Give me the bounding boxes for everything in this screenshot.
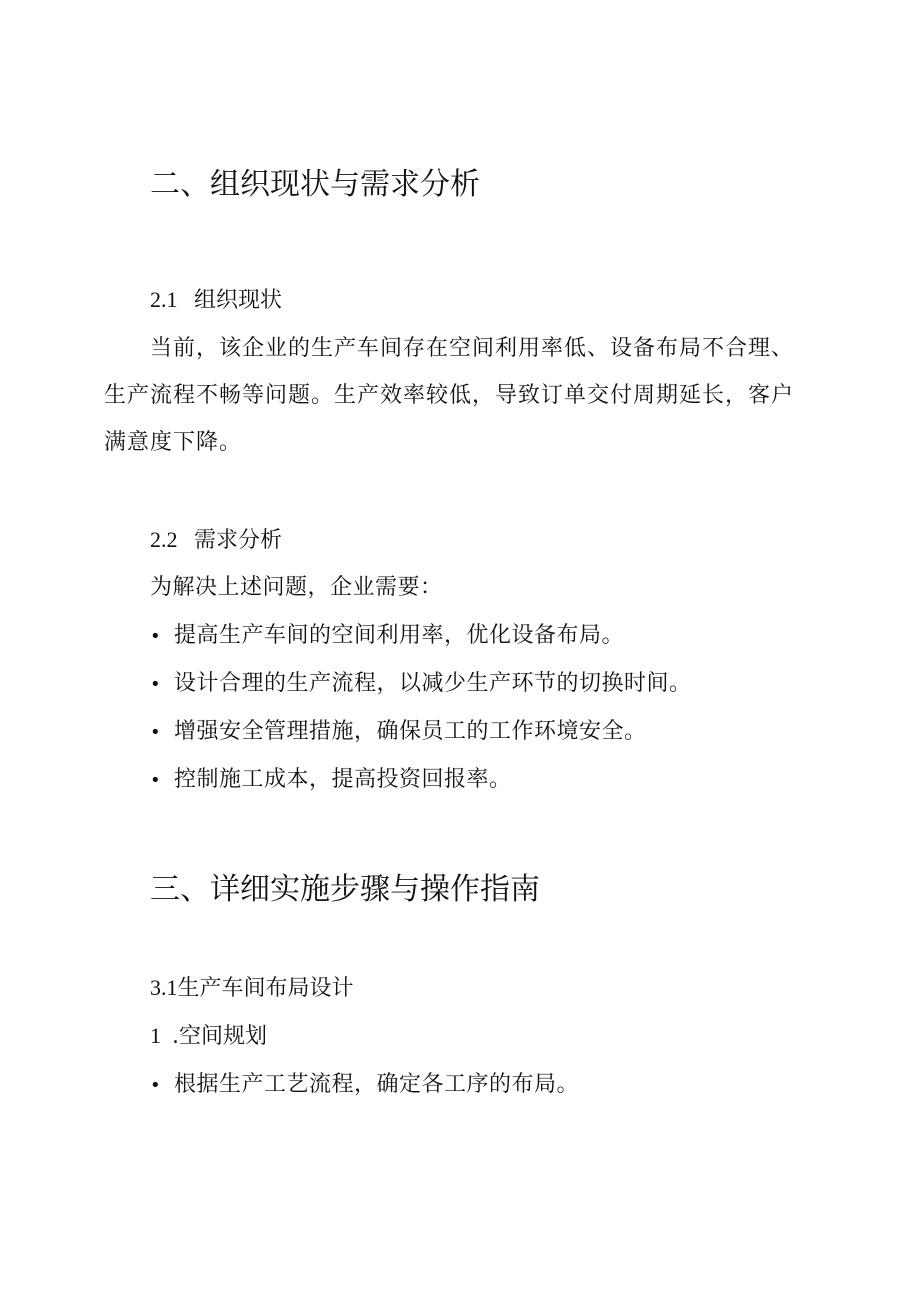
paragraph-line: 当前，该企业的生产车间存在空间利用率低、设备布局不合理、 (150, 336, 795, 361)
list-item-text: 增强安全管理措施，确保员工的工作环境安全。 (174, 719, 647, 744)
subsection-2-2-heading (150, 525, 282, 556)
list-item (150, 621, 624, 652)
bullet-icon: • (150, 674, 162, 695)
subsection-3-1-number: 3.1 (150, 975, 178, 1000)
list-item (150, 717, 647, 748)
list-item-text: 根据生产工艺流程，确定各工序的布局。 (174, 1072, 580, 1097)
section-3-title: 三、详细实施步骤与操作指南 (150, 872, 540, 907)
paragraph-line: 生产流程不畅等问题。生产效率较低，导致订单交付周期延长，客户 (104, 383, 795, 408)
step-1-heading (150, 1021, 267, 1052)
list-item-text: 设计合理的生产流程，以减少生产环节的切换时间。 (174, 671, 692, 696)
subsection-2-1-heading (150, 285, 282, 316)
bullet-icon: • (150, 722, 162, 743)
step-1-number: 1 (150, 1023, 161, 1048)
subsection-2-2-label: 需求分析 (194, 528, 283, 553)
list-item-text: 提高生产车间的空间利用率，优化设备布局。 (174, 623, 625, 648)
subsection-3-1-heading (150, 973, 354, 1004)
subsection-3-1-label: 生产车间布局设计 (177, 976, 354, 1001)
list-item-text: 控制施工成本，提高投资回报率。 (174, 767, 512, 792)
needs-intro: 为解决上述问题，企业需要： (150, 575, 443, 600)
step-1-label: .空间规划 (172, 1024, 267, 1049)
list-item (150, 1070, 579, 1101)
bullet-icon: • (150, 770, 162, 791)
list-item (150, 765, 512, 796)
bullet-icon: • (150, 626, 162, 647)
paragraph-line: 满意度下降。 (104, 430, 243, 455)
bullet-icon: • (150, 1075, 162, 1096)
subsection-2-1-number: 2.1 (150, 287, 178, 312)
list-item (150, 669, 692, 700)
subsection-2-2-number: 2.2 (150, 527, 178, 552)
subsection-2-1-label: 组织现状 (194, 288, 283, 313)
section-2-title: 二、组织现状与需求分析 (150, 167, 480, 202)
